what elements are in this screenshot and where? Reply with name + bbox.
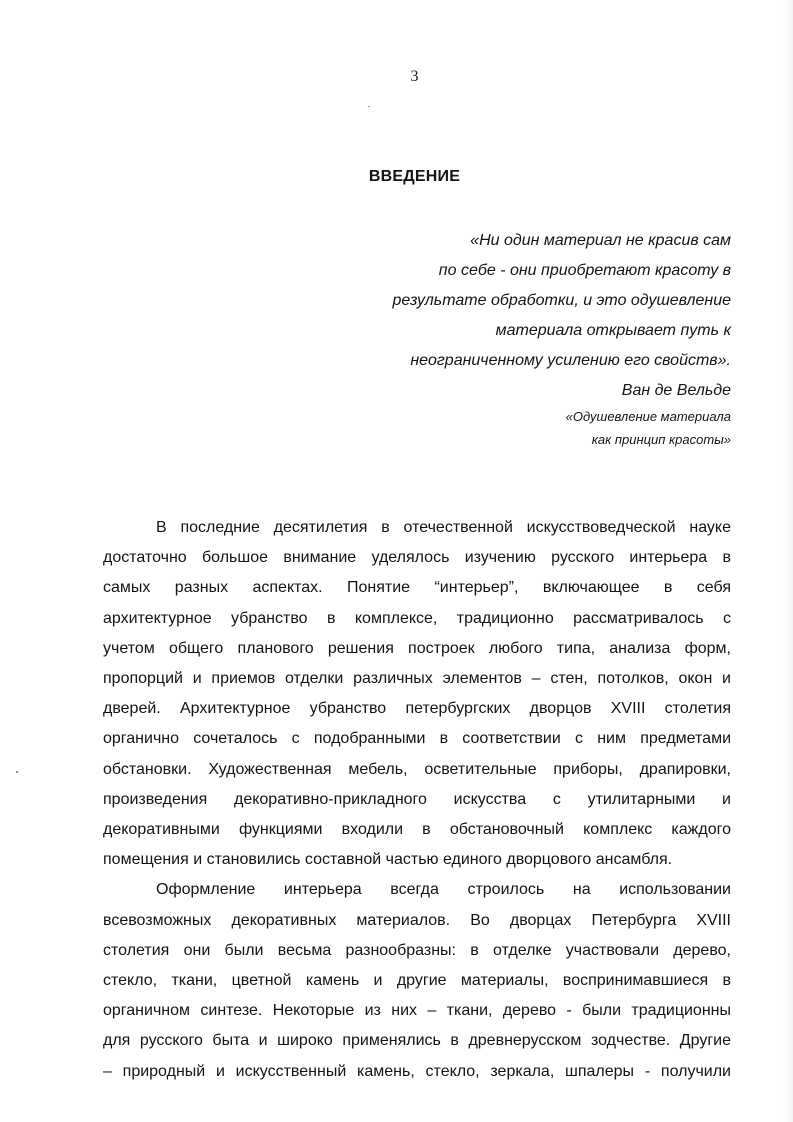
scan-artifact <box>16 771 18 773</box>
epigraph-line: по себе - они приобретают красоту в <box>438 262 731 279</box>
epigraph-source: как принцип красоты» <box>591 432 731 447</box>
epigraph-source: «Одушевление материала <box>565 409 731 424</box>
text-line: всевозможных декоративных материалов. Во дворцах Петербурга XVIII <box>103 911 731 929</box>
text-line: органично сочеталось с подобранными в соответствии с ним предметами <box>103 730 731 748</box>
text-line: архитектурное убранство в комплексе, традиционно рассматривалось с <box>103 609 731 627</box>
text-line: декоративными функциями входили в обстановочный комплекс каждого <box>103 821 731 839</box>
text-line: – природный и искусственный камень, стекло, зеркала, шпалеры - получили <box>103 1062 731 1080</box>
text-line: дверей. Архитектурное убранство петербургских дворцов XVIII столетия <box>103 700 731 718</box>
text-line: самых разных аспектах. Понятие “интерьер”, включающее в себя <box>103 579 731 597</box>
text-line: помещения и становились составной частью единого дворцового ансамбля. <box>103 851 673 869</box>
epigraph-line: неограниченному усилению его свойств». <box>410 352 731 369</box>
section-heading: ВВЕДЕНИЕ <box>368 168 461 185</box>
scan-artifact <box>368 106 370 107</box>
epigraph-line: результате обработки, и это одушевление <box>392 292 731 309</box>
text-line: пропорций и приемов отделки различных элементов – стен, потолков, окон и <box>103 670 731 688</box>
body-text <box>103 513 731 1087</box>
text-line: достаточно большое внимание уделялось изучению русского интерьера в <box>103 549 731 567</box>
text-line: органичном синтезе. Некоторые из них – ткани, дерево - были традиционны <box>103 1002 731 1020</box>
paragraph <box>103 875 731 1086</box>
page-number: 3 <box>410 68 419 85</box>
text-line: В последние десятилетия в отечественной искусствоведческой науке <box>156 519 731 536</box>
epigraph-line: «Ни один материал не красив сам <box>470 232 731 249</box>
epigraph-author: Ван де Вельде <box>621 382 731 399</box>
page-edge-shadow <box>783 0 793 1122</box>
text-line: Оформление интерьера всегда строилось на использовании <box>156 881 731 899</box>
text-line: учетом общего планового решения построек любого типа, анализа форм, <box>103 639 731 657</box>
paragraph <box>103 513 731 875</box>
epigraph <box>311 226 731 451</box>
text-line: для русского быта и широко применялись в древнерусском зодчестве. Другие <box>103 1032 731 1050</box>
text-line: столетия они были весьма разнообразны: в отделке участвовали дерево, <box>103 941 731 959</box>
text-line: произведения декоративно-прикладного искусства с утилитарными и <box>103 790 731 808</box>
text-line: обстановки. Художественная мебель, осветительные приборы, драпировки, <box>103 760 731 778</box>
text-line: стекло, ткани, цветной камень и другие материалы, воспринимавшиеся в <box>103 972 731 990</box>
epigraph-line: материала открывает путь к <box>495 322 731 339</box>
